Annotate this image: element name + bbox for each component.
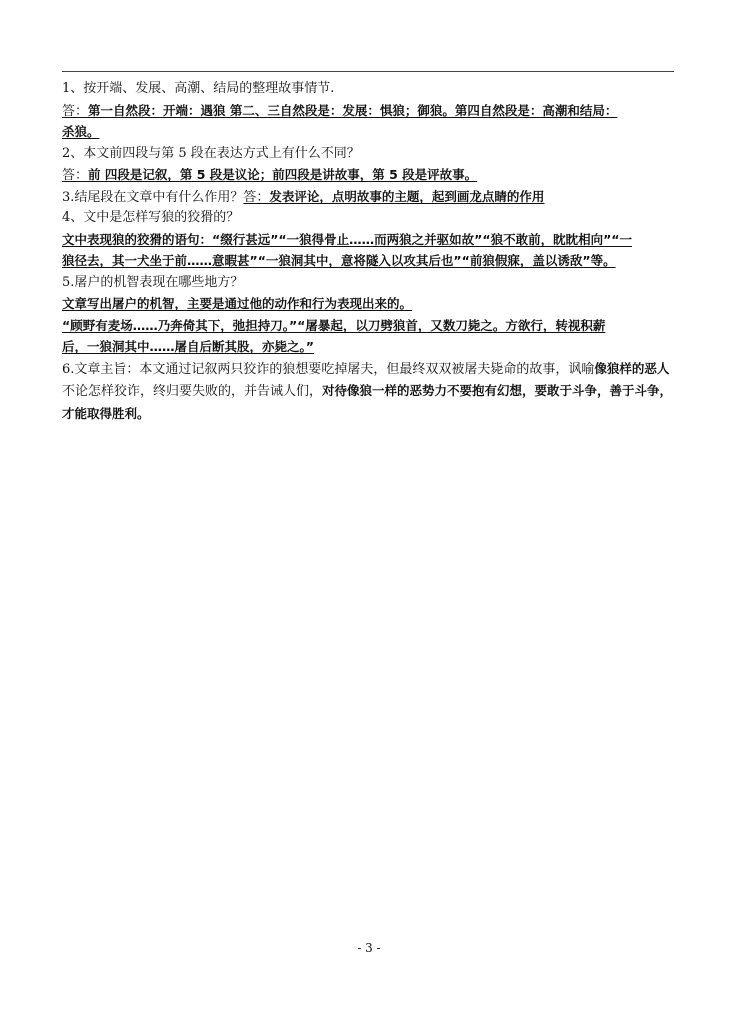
document-body	[62, 78, 682, 425]
theme-bold-2: 对待像狼一样的恶势力不要抱有幻想，要敢于斗争，善于斗争，才能取得胜利。	[62, 383, 673, 421]
answer-5-text-3: 后，一狼洞其中……屠自后断其股，亦毙之。”	[62, 339, 314, 354]
answer-4-line-2	[62, 250, 682, 272]
header-rule	[62, 71, 674, 72]
theme-bold-1: 像狼样的恶人	[594, 360, 670, 376]
page-number: - 3 -	[357, 941, 381, 955]
answer-4-text-1: 文中表现狼的狡猾的语句：“缀行甚远”“一狼得骨止……而两狼之并驱如故”“狼不敢前，眈眈相向”“一	[62, 231, 633, 247]
answer-2-text: 前 四段是记叙，第 5 段是议论；前四段是讲故事，第 5 段是评故事。	[88, 167, 478, 182]
answer-1-text-2: 杀狼。	[62, 124, 100, 139]
answer-5-line-3	[62, 336, 682, 358]
answer-3-prefix: 答：	[243, 189, 270, 205]
answer-2-prefix: 答：	[62, 168, 89, 183]
answer-4-text-2: 狼径去，其一犬坐于前……意暇甚”“一狼洞其中，意将隧入以攻其后也”“前狼假寐，盖以诱敌”等。	[62, 253, 616, 268]
answer-5-line-2	[62, 315, 682, 337]
answer-3-text: 发表评论，点明故事的主题，起到画龙点睛的作用	[269, 188, 545, 204]
answer-1-prefix: 答：	[62, 103, 89, 119]
answer-5-text-2: “顾野有麦场……乃奔倚其下，弛担持刀。”“屠暴起，以刀劈狼首，又数刀毙之。方欲行，转视积薪	[62, 317, 606, 333]
question-4: 4、文中是怎样写狼的狡猾的？	[62, 210, 240, 225]
answer-5-line-1	[62, 293, 682, 315]
question-3: 3.结尾段在文章中有什么作用？	[62, 189, 244, 205]
theme-paragraph	[62, 358, 682, 426]
answer-1-text-1: 第一自然段：开端：遇狼 第二、三自然段是：发展：惧狼；御狼。第四自然段是：高潮和结局：	[88, 102, 618, 118]
question-1: 1、按开端、发展、高潮、结局的整理故事情节.	[62, 81, 335, 96]
answer-2	[62, 164, 682, 186]
theme-text-2: 不论怎样狡诈，终归要失败的，并告诫人们，	[62, 384, 323, 399]
answer-1-line-1	[62, 100, 682, 122]
answer-5-text-1: 文章写出屠户的机智，主要是通过他的动作和行为表现出来的。	[62, 296, 413, 311]
question-5: 5.屠户的机智表现在哪些地方？	[62, 274, 244, 290]
answer-1-line-2	[62, 121, 682, 143]
answer-4-line-1	[62, 229, 682, 251]
question-2: 2、本文前四段与第 5 段在表达方式上有什么不同？	[62, 145, 360, 161]
question-3-with-answer	[62, 186, 682, 208]
theme-text-1: 6.文章主旨：本文通过记叙两只狡诈的狼想要吃掉屠夫，但最终双双被屠夫毙命的故事，讽喻	[62, 361, 595, 377]
